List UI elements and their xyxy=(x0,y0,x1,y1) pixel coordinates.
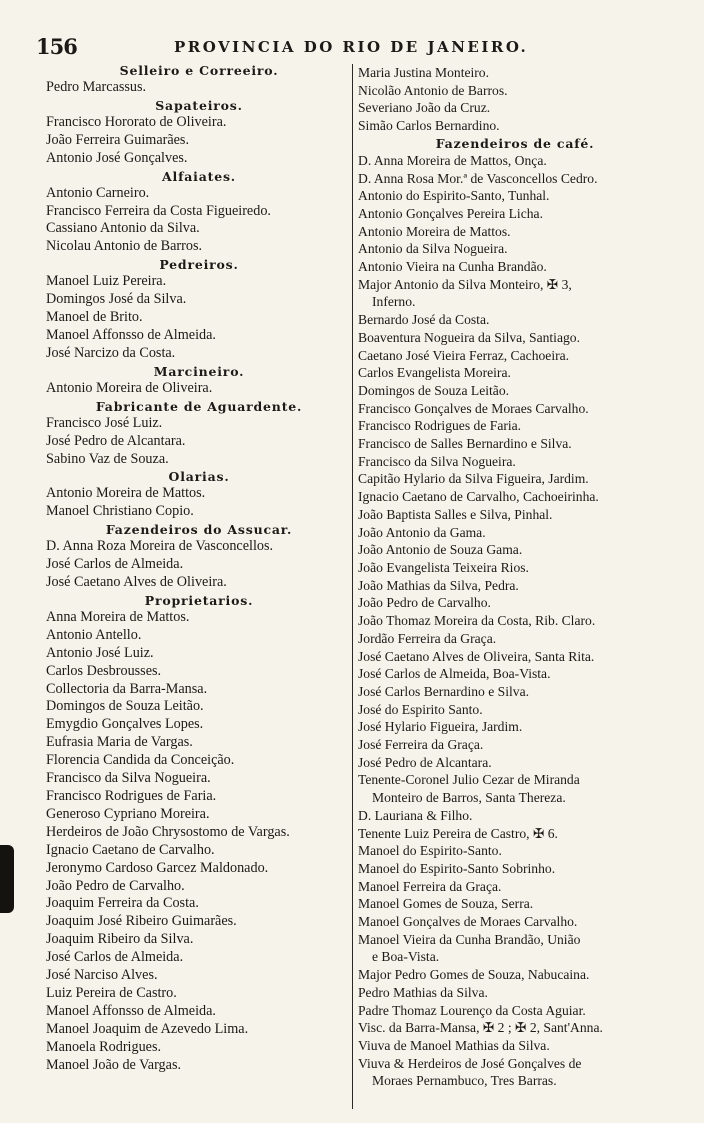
section-heading: Marcineiro. xyxy=(153,363,245,379)
directory-entry: Cassiano Antonio da Silva. xyxy=(46,220,200,237)
entry-line: Antonio Vieira na Cunha Brandão. xyxy=(358,259,547,275)
directory-entry xyxy=(358,152,672,170)
entry-line: Ignacio Caetano de Carvalho, Cachoeirinha. xyxy=(358,489,599,505)
directory-entry xyxy=(358,825,672,843)
directory-entry: Manoel Luiz Pereira. xyxy=(46,273,167,290)
directory-entry xyxy=(358,435,672,453)
directory-entry: José Narcizo da Costa. xyxy=(46,344,176,361)
directory-entry xyxy=(358,506,672,524)
directory-entry: Luiz Pereira de Castro. xyxy=(46,984,177,1001)
entry-line: Francisco Rodrigues de Faria. xyxy=(358,418,522,434)
entry-line: João Antonio de Souza Gama. xyxy=(358,542,523,558)
directory-entry xyxy=(358,488,672,506)
directory-entry: Manoel João de Vargas. xyxy=(46,1056,182,1073)
directory-entry: Ignacio Caetano de Carvalho. xyxy=(46,841,215,858)
directory-entry: Eufrasia Maria de Vargas. xyxy=(46,734,193,751)
directory-entry: Pedro Marcassus. xyxy=(46,79,147,95)
entry-continuation: Monteiro de Barros, Santa Thereza. xyxy=(372,790,566,806)
entry-continuation: Moraes Pernambuco, Tres Barras. xyxy=(372,1073,557,1089)
directory-section xyxy=(46,62,352,97)
directory-entry xyxy=(358,187,672,205)
section-heading: Fazendeiros do Assucar. xyxy=(105,522,293,538)
entry-line: Bernardo José da Costa. xyxy=(358,312,490,328)
directory-entry: Herdeiros de João Chrysostomo de Vargas. xyxy=(46,823,290,840)
directory-entry: Manoel Christiano Copio. xyxy=(46,503,194,520)
entry-line: Antonio Moreira de Mattos. xyxy=(358,223,511,239)
directory-entry: Severiano João da Cruz. xyxy=(358,100,491,116)
entry-line: José Carlos de Almeida, Boa-Vista. xyxy=(358,666,551,682)
directory-entry: Francisco da Silva Nogueira. xyxy=(46,770,211,787)
directory-entry: Manoel Joaquim de Azevedo Lima. xyxy=(46,1020,249,1037)
directory-entry: Joaquim José Ribeiro Guimarães. xyxy=(46,913,237,930)
directory-entry xyxy=(358,736,672,754)
entry-line: José do Espirito Santo. xyxy=(358,701,483,717)
directory-entry: José Pedro de Alcantara. xyxy=(46,432,186,449)
directory-entry xyxy=(358,718,672,736)
directory-entry xyxy=(358,258,672,276)
directory-entry xyxy=(358,223,672,241)
running-title: PROVINCIA DO RIO DE JANEIRO. xyxy=(174,38,529,56)
directory-entry xyxy=(358,701,672,719)
directory-entry: Antonio Antello. xyxy=(46,626,142,643)
directory-entry xyxy=(358,577,672,595)
directory-entry xyxy=(358,559,672,577)
entry-line: Tenente-Coronel Julio Cezar de Miranda xyxy=(358,772,580,788)
directory-entry: Simão Carlos Bernardino. xyxy=(358,118,500,134)
directory-entry xyxy=(358,984,672,1002)
directory-entry xyxy=(358,329,672,347)
right-column xyxy=(358,64,672,1090)
directory-entry: José Carlos de Almeida. xyxy=(46,556,184,573)
entry-line: D. Lauriana & Filho. xyxy=(358,807,473,823)
directory-section xyxy=(46,168,352,257)
directory-entry: Francisco José Luiz. xyxy=(46,414,163,431)
directory-entry xyxy=(358,524,672,542)
entry-line: Manoel do Espirito-Santo. xyxy=(358,843,502,859)
directory-entry xyxy=(358,400,672,418)
directory-entry xyxy=(358,683,672,701)
directory-entry: Collectoria da Barra-Mansa. xyxy=(46,680,208,697)
entry-continuation: e Boa-Vista. xyxy=(372,949,440,965)
directory-section xyxy=(358,135,672,1090)
directory-entry xyxy=(358,594,672,612)
directory-section xyxy=(46,256,352,363)
entry-line: Manoel Gomes de Souza, Serra. xyxy=(358,896,534,912)
directory-entry: Francisco Hororato de Oliveira. xyxy=(46,113,227,130)
directory-entry: Carlos Desbrousses. xyxy=(46,662,162,679)
page-header xyxy=(36,34,656,62)
entry-line: Tenente Luiz Pereira de Castro, ✠ 6. xyxy=(358,825,558,841)
entry-line: Jordão Ferreira da Graça. xyxy=(358,630,497,646)
entry-line: D. Anna Moreira de Mattos, Onça. xyxy=(358,152,547,168)
directory-entry: Generoso Cypriano Moreira. xyxy=(46,805,210,822)
section-heading: Olarias. xyxy=(168,469,230,485)
directory-entry: Antonio Moreira de Mattos. xyxy=(46,485,206,502)
entry-line: Boaventura Nogueira da Silva, Santiago. xyxy=(358,329,580,345)
section-heading: Proprietarios. xyxy=(144,592,254,608)
directory-section xyxy=(46,97,352,168)
directory-entry: Domingos José da Silva. xyxy=(46,291,187,308)
section-heading: Pedreiros. xyxy=(159,257,239,273)
section-heading: Fazendeiros de café. xyxy=(435,135,595,151)
entry-line: Domingos de Souza Leitão. xyxy=(358,382,510,398)
directory-entry: Francisco Rodrigues de Faria. xyxy=(46,788,217,804)
directory-entry: Sabino Vaz de Souza. xyxy=(46,450,169,467)
directory-entry: Joaquim Ferreira da Costa. xyxy=(46,895,199,912)
directory-entry xyxy=(358,754,672,772)
directory-entry: Joaquim Ribeiro da Silva. xyxy=(46,931,194,948)
entry-line: Major Pedro Gomes de Souza, Nabucaina. xyxy=(358,967,590,983)
entry-line: Antonio Gonçalves Pereira Licha. xyxy=(358,205,543,221)
section-heading: Fabricante de Aguardente. xyxy=(95,398,303,414)
directory-entry: Maria Justina Monteiro. xyxy=(358,65,490,80)
directory-entry xyxy=(358,665,672,683)
directory-entry xyxy=(358,276,672,311)
directory-entry xyxy=(358,1037,672,1055)
entry-line: Caetano José Vieira Ferraz, Cachoeira. xyxy=(358,347,570,363)
directory-entry xyxy=(358,347,672,365)
directory-entry: Anna Moreira de Mattos. xyxy=(46,608,190,625)
directory-section xyxy=(46,468,352,521)
directory-entry: Manoel Affonsso de Almeida. xyxy=(46,1002,216,1019)
entry-line: Capitão Hylario da Silva Figueira, Jardim. xyxy=(358,471,589,487)
directory-entry xyxy=(358,648,672,666)
entry-line: João Thomaz Moreira da Costa, Rib. Claro. xyxy=(358,613,596,629)
entry-line: João Mathias da Silva, Pedra. xyxy=(358,577,519,593)
left-column xyxy=(46,62,352,1075)
entry-line: José Caetano Alves de Oliveira, Santa Rita. xyxy=(358,648,595,664)
entry-line: Major Antonio da Silva Monteiro, ✠ 3, xyxy=(358,276,572,292)
entry-line: Manoel Gonçalves de Moraes Carvalho. xyxy=(358,914,578,930)
entry-line: D. Anna Rosa Mor.ª de Vasconcellos Cedro. xyxy=(358,170,598,186)
directory-entry: Antonio José Gonçalves. xyxy=(46,149,188,166)
directory-entry xyxy=(358,470,672,488)
directory-entry: Manoela Rodrigues. xyxy=(46,1038,162,1055)
entry-line: Francisco de Salles Bernardino e Silva. xyxy=(358,436,572,452)
page-number: 156 xyxy=(36,34,77,59)
entry-line: José Ferreira da Graça. xyxy=(358,737,484,753)
directory-entry: João Pedro de Carvalho. xyxy=(46,877,185,894)
entry-line: Manoel do Espirito-Santo Sobrinho. xyxy=(358,860,556,876)
directory-entry xyxy=(358,240,672,258)
directory-entry: Antonio Carneiro. xyxy=(46,184,150,201)
directory-entry xyxy=(358,807,672,825)
directory-entry xyxy=(358,1055,672,1090)
directory-entry: Jeronymo Cardoso Garcez Maldonado. xyxy=(46,859,269,876)
directory-entry: Nicolau Antonio de Barros. xyxy=(46,238,203,255)
entry-line: Manoel Ferreira da Graça. xyxy=(358,878,502,894)
directory-entry xyxy=(358,630,672,648)
entry-line: Viuva de Manoel Mathias da Silva. xyxy=(358,1037,550,1053)
directory-entry: Domingos de Souza Leitão. xyxy=(46,698,204,715)
directory-entry xyxy=(358,895,672,913)
directory-entry xyxy=(358,771,672,806)
directory-entry xyxy=(358,612,672,630)
entry-line: Viuva & Herdeiros de José Gonçalves de xyxy=(358,1055,582,1071)
directory-entry xyxy=(358,364,672,382)
entry-line: Francisco da Silva Nogueira. xyxy=(358,453,516,469)
directory-entry xyxy=(358,205,672,223)
entry-line: Pedro Mathias da Silva. xyxy=(358,984,488,1000)
directory-section xyxy=(46,363,352,398)
directory-entry: Manoel de Brito. xyxy=(46,309,143,326)
entry-line: João Pedro de Carvalho. xyxy=(358,595,491,611)
entry-line: Padre Thomaz Lourenço da Costa Aguiar. xyxy=(358,1002,586,1018)
directory-entry xyxy=(358,931,672,966)
directory-entry: D. Anna Roza Moreira de Vasconcellos. xyxy=(46,538,274,555)
entry-line: José Carlos Bernardino e Silva. xyxy=(358,683,530,699)
directory-entry xyxy=(358,311,672,329)
directory-entry xyxy=(358,453,672,471)
directory-entry: Antonio Moreira de Oliveira. xyxy=(46,379,213,396)
entry-line: João Evangelista Teixeira Rios. xyxy=(358,559,529,575)
directory-entry: José Carlos de Almeida. xyxy=(46,949,184,966)
directory-entry: Francisco Ferreira da Costa Figueiredo. xyxy=(46,202,271,219)
directory-entry xyxy=(358,913,672,931)
binding-edge-mark xyxy=(0,845,14,913)
entry-continuation: Inferno. xyxy=(372,294,416,310)
entry-line: José Hylario Figueira, Jardim. xyxy=(358,719,523,735)
directory-entry: Nicolão Antonio de Barros. xyxy=(358,82,508,98)
directory-section xyxy=(46,398,352,469)
section-heading: Sapateiros. xyxy=(155,97,243,113)
directory-entry xyxy=(358,878,672,896)
entry-line: Carlos Evangelista Moreira. xyxy=(358,365,511,381)
section-heading: Alfaiates. xyxy=(162,168,236,184)
directory-entry xyxy=(358,842,672,860)
directory-section xyxy=(46,592,352,1075)
entry-line: Visc. da Barra-Mansa, ✠ 2 ; ✠ 2, Sant'Anna. xyxy=(358,1020,603,1036)
directory-entry: Emygdio Gonçalves Lopes. xyxy=(46,716,204,733)
directory-entry xyxy=(358,1002,672,1020)
directory-entry xyxy=(358,1019,672,1037)
column-divider xyxy=(352,64,353,1109)
directory-entry: Manoel Affonsso de Almeida. xyxy=(46,326,216,343)
entry-line: Antonio da Silva Nogueira. xyxy=(358,241,508,257)
entry-line: Antonio do Espirito-Santo, Tunhal. xyxy=(358,188,550,204)
directory-entry: João Ferreira Guimarães. xyxy=(46,131,189,148)
directory-entry: Florencia Candida da Conceição. xyxy=(46,752,235,769)
entry-line: João Baptista Salles e Silva, Pinhal. xyxy=(358,506,553,522)
directory-entry: José Narciso Alves. xyxy=(46,967,158,984)
directory-entry xyxy=(358,541,672,559)
directory-entry: Antonio José Luiz. xyxy=(46,644,154,661)
entry-line: José Pedro de Alcantara. xyxy=(358,754,492,770)
directory-entry xyxy=(358,860,672,878)
directory-entry xyxy=(358,382,672,400)
entry-line: Manoel Vieira da Cunha Brandão, União xyxy=(358,931,581,947)
section-heading: Selleiro e Correeiro. xyxy=(119,63,279,78)
entry-line: João Antonio da Gama. xyxy=(358,524,486,540)
directory-entry: José Caetano Alves de Oliveira. xyxy=(46,574,227,591)
directory-entry xyxy=(358,170,672,188)
directory-entry xyxy=(358,966,672,984)
entry-line: Francisco Gonçalves de Moraes Carvalho. xyxy=(358,400,589,416)
directory-section xyxy=(46,521,352,592)
directory-entry xyxy=(358,417,672,435)
